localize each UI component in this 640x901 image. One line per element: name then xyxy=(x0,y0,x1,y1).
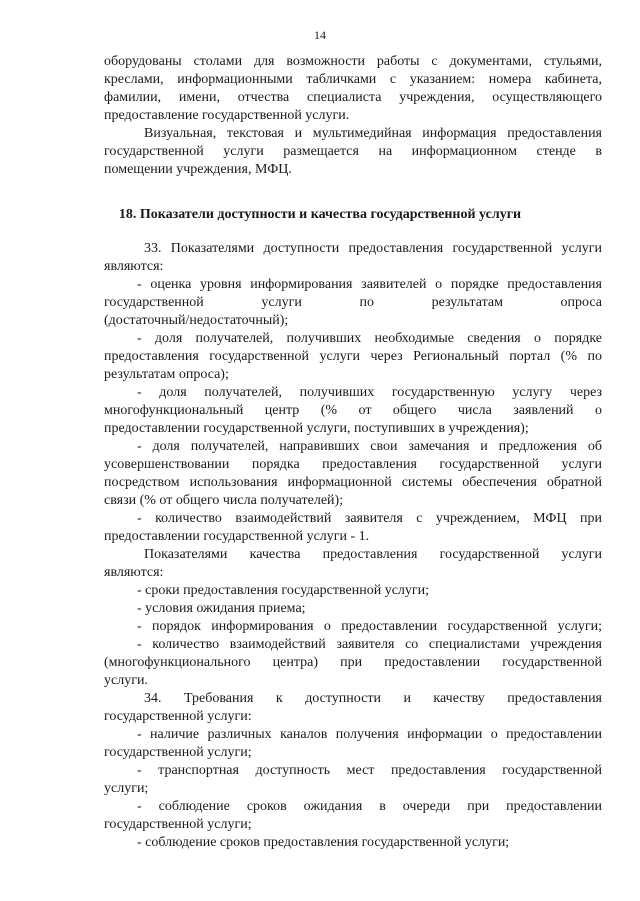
text-line: услуги. xyxy=(104,673,148,688)
page-number: 14 xyxy=(314,28,326,42)
text-line: предоставлении государственной услуги - 1. xyxy=(104,529,370,544)
text-line: креслами, информационными табличками с указанием: номера кабинета, xyxy=(104,72,602,87)
text-line: - соблюдение сроков ожидания в очереди при предоставлении xyxy=(137,799,602,814)
text-line: - наличие различных каналов получения информации о предоставлении xyxy=(137,727,602,742)
text-line: помещении учреждения, МФЦ. xyxy=(104,162,292,177)
text-line: - транспортная доступность мест предоставления государственной xyxy=(137,763,602,778)
text-line: государственной услуги по результатам опроса xyxy=(104,295,602,310)
text-line: 34. Требования к доступности и качеству предоставления xyxy=(144,691,602,706)
text-line: предоставлении государственной услуги, поступивших в учреждения); xyxy=(104,421,529,436)
text-line: услуги; xyxy=(104,781,149,796)
text-line: 33. Показателями доступности предоставления государственной услуги xyxy=(144,241,602,256)
text-line: результатам опроса); xyxy=(104,367,229,382)
text-line: - количество взаимодействий заявителя со специалистами учреждения xyxy=(137,637,602,652)
text-line: - доля получателей, направивших свои замечания и предложения об xyxy=(137,439,602,454)
text-line: предоставления государственной услуги через Региональный портал (% по xyxy=(104,349,602,364)
text-line: оборудованы столами для возможности работы с документами, стульями, xyxy=(104,54,602,69)
text-line: многофункциональный центр (% от общего числа заявлений о xyxy=(104,403,602,418)
text-line: - условия ожидания приема; xyxy=(137,601,306,616)
text-line: предоставление государственной услуги. xyxy=(104,108,350,123)
text-line: связи (% от общего числа получателей); xyxy=(104,493,344,508)
section-heading: 18. Показатели доступности и качества государственной услуги xyxy=(118,207,522,222)
text-line: являются: xyxy=(104,565,164,580)
text-line: - порядок информирования о предоставлении государственной услуги; xyxy=(137,619,602,634)
text-line: государственной услуги; xyxy=(104,745,252,760)
text-line: - доля получателей, получивших необходимые сведения о порядке xyxy=(137,331,602,346)
text-line: посредством использования информационной системы обеспечения обратной xyxy=(104,475,602,490)
text-line: фамилии, имени, отчества специалиста учреждения, осуществляющего xyxy=(104,90,602,105)
text-line: (достаточный/недостаточный); xyxy=(104,313,289,328)
text-line: государственной услуги; xyxy=(104,817,252,832)
text-line: - сроки предоставления государственной услуги; xyxy=(137,583,430,598)
text-line: - доля получателей, получивших государственную услугу через xyxy=(137,385,602,400)
text-line: - соблюдение сроков предоставления государственной услуги; xyxy=(137,835,510,850)
text-line: - количество взаимодействий заявителя с учреждением, МФЦ при xyxy=(137,511,602,526)
text-line: усовершенствовании порядка предоставления государственной услуги xyxy=(104,457,602,472)
text-line: Визуальная, текстовая и мультимедийная информация предоставления xyxy=(144,126,602,141)
text-line: государственной услуги размещается на информационном стенде в xyxy=(104,144,602,159)
text-line: Показателями качества предоставления государственной услуги xyxy=(144,547,602,562)
text-line: (многофункционального центра) при предоставлении государственной xyxy=(104,655,602,670)
text-line: государственной услуги: xyxy=(104,709,252,724)
text-line: - оценка уровня информирования заявителей о порядке предоставления xyxy=(137,277,602,292)
text-line: являются: xyxy=(104,259,164,274)
